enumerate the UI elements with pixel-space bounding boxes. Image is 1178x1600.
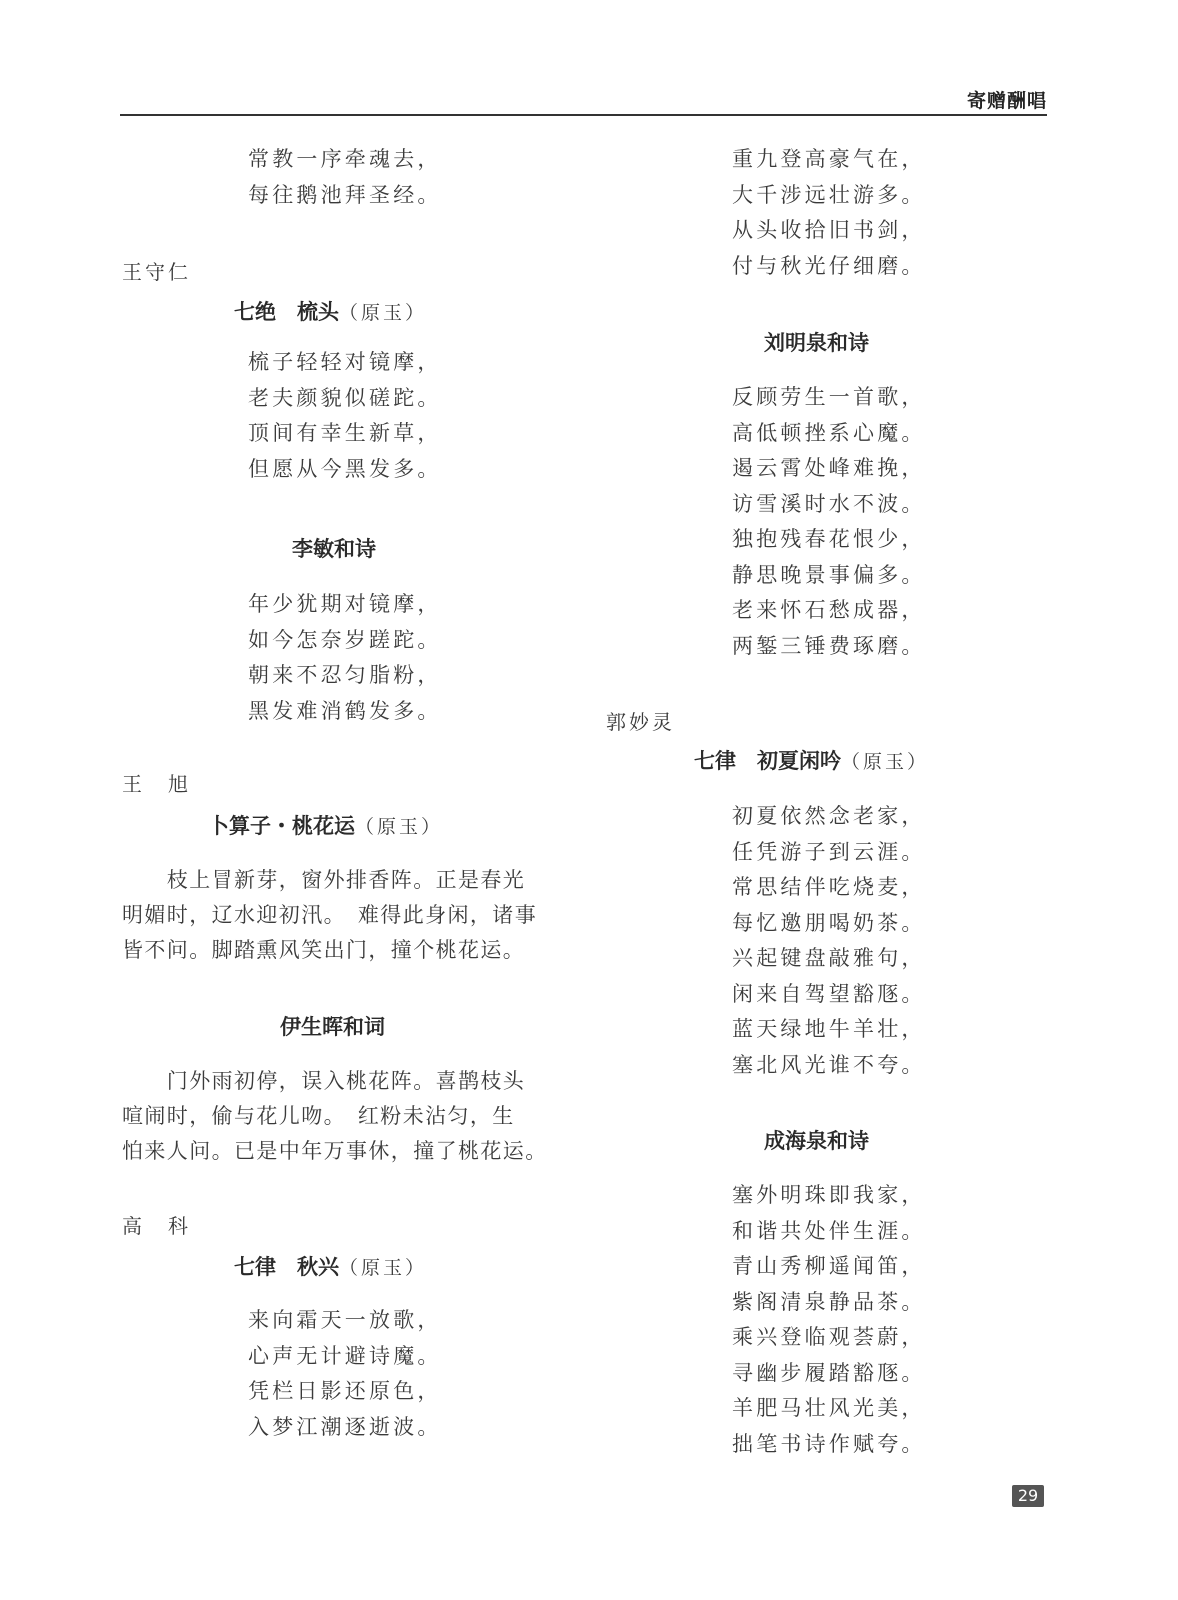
poem-line: 青山秀柳遥闻笛， <box>732 1254 926 1278</box>
author-name: 高 科 <box>122 1214 191 1238</box>
ci-line: 门外雨初停，误入桃花阵。喜鹊枝头 <box>122 1069 526 1093</box>
poem-line: 常思结伴吃烧麦， <box>732 875 926 899</box>
ci-line: 明媚时，辽水迎初汛。 难得此身闲，诸事 <box>122 903 538 927</box>
poem-line: 心声无计避诗魔。 <box>248 1343 442 1368</box>
poem-line: 寻幽步履踏豁豗。 <box>732 1360 926 1385</box>
poem-line: 拙笔书诗作赋夸。 <box>732 1431 926 1456</box>
poem-line: 凭栏日影还原色， <box>248 1379 442 1403</box>
poem-title-note: （原玉） <box>339 1257 428 1279</box>
poem-line: 高低顿挫系心魔。 <box>732 420 926 445</box>
ci-text <box>122 1064 562 1169</box>
poem-line: 塞外明珠即我家， <box>732 1183 926 1207</box>
poem-line: 独抱残春花恨少， <box>732 527 926 551</box>
ci-line: 怕来人问。已是中年万事休，撞了桃花运。 <box>122 1139 548 1163</box>
poem-line: 顶间有幸生新草， <box>248 421 442 445</box>
poem-line: 如今怎奈岁蹉跎。 <box>248 627 442 652</box>
poem-line: 每往鹅池拜圣经。 <box>248 182 442 207</box>
page-number: 29 <box>1012 1485 1044 1507</box>
poem-line: 但愿从今黑发多。 <box>248 456 442 481</box>
poem-line: 梳子轻轻对镜摩， <box>248 350 442 374</box>
poem-line: 朝来不忍匀脂粉， <box>248 663 442 687</box>
poem-line: 重九登高豪气在， <box>732 147 926 171</box>
poem-line: 常教一序牵魂去， <box>248 147 442 171</box>
ci-line: 喧闹时，偷与花儿吻。 红粉未沾匀，生 <box>122 1104 515 1128</box>
poem-title-main: 卜算子・桃花运 <box>208 814 355 838</box>
ci-line: 枝上冒新芽，窗外排香阵。正是春光 <box>122 868 526 892</box>
author-name: 王 旭 <box>122 772 191 796</box>
poem-title-main: 七律 秋兴 <box>234 1255 339 1279</box>
poem-line: 任凭游子到云涯。 <box>732 839 926 864</box>
poem-line: 老夫颜貌似磋跎。 <box>248 385 442 410</box>
poem-lines <box>732 1178 926 1462</box>
section-label: 寄赠酬唱 <box>966 90 1047 112</box>
poem-line: 从头收拾旧书剑， <box>732 218 926 242</box>
poem-title <box>234 296 427 326</box>
poem-lines <box>248 142 442 213</box>
poem-title: 成海泉和诗 <box>764 1129 869 1153</box>
ci-line: 皆不问。脚踏熏风笑出门，撞个桃花运。 <box>122 938 526 962</box>
poem-title <box>208 810 443 840</box>
poem-line: 付与秋光仔细磨。 <box>732 253 926 278</box>
poem-line: 和谐共处伴生涯。 <box>732 1218 926 1243</box>
poem-title <box>694 745 929 775</box>
poem-lines <box>248 345 442 487</box>
poem-line: 两錾三锤费琢磨。 <box>732 633 926 658</box>
poem-line: 紫阁清泉静品茶。 <box>732 1289 926 1314</box>
poem-title: 刘明泉和诗 <box>764 331 869 355</box>
author-name: 郭妙灵 <box>606 710 675 734</box>
author-name: 王守仁 <box>122 260 191 284</box>
poem-line: 闲来自驾望豁豗。 <box>732 981 926 1006</box>
poem-title-note: （原玉） <box>355 816 444 838</box>
poem-title-main: 七绝 梳头 <box>234 300 339 324</box>
poem-line: 静思晚景事偏多。 <box>732 562 926 587</box>
poem-lines <box>732 799 926 1083</box>
poem-title-note: （原玉） <box>841 751 930 773</box>
poem-title: 伊生晖和词 <box>280 1015 385 1039</box>
poem-line: 黑发难消鹤发多。 <box>248 698 442 723</box>
poem-title-note: （原玉） <box>339 302 428 324</box>
poem-line: 塞北风光谁不夸。 <box>732 1052 926 1077</box>
poem-line: 老来怀石愁成器， <box>732 598 926 622</box>
poem-lines <box>732 380 926 664</box>
poem-lines <box>248 587 442 729</box>
poem-line: 访雪溪时水不波。 <box>732 491 926 516</box>
poem-line: 每忆邀朋喝奶茶。 <box>732 910 926 935</box>
poem-line: 蓝天绿地牛羊壮， <box>732 1017 926 1041</box>
poem-title: 李敏和诗 <box>292 537 376 561</box>
poem-line: 乘兴登临观荟蔚， <box>732 1325 926 1349</box>
header-rule <box>120 114 1047 116</box>
poem-line: 反顾劳生一首歌， <box>732 385 926 409</box>
poem-line: 大千涉远壮游多。 <box>732 182 926 207</box>
ci-text <box>122 863 562 968</box>
poem-lines <box>732 142 926 284</box>
poem-line: 年少犹期对镜摩， <box>248 592 442 616</box>
poem-title <box>234 1251 427 1281</box>
poem-line: 来向霜天一放歌， <box>248 1308 442 1332</box>
poem-line: 兴起键盘敲雅句， <box>732 946 926 970</box>
poem-line: 遏云霄处峰难挽， <box>732 456 926 480</box>
poem-title-main: 七律 初夏闲吟 <box>694 749 841 773</box>
poem-line: 入梦江潮逐逝波。 <box>248 1414 442 1439</box>
poem-lines <box>248 1303 442 1445</box>
poem-line: 羊肥马壮风光美， <box>732 1396 926 1420</box>
poem-line: 初夏依然念老家， <box>732 804 926 828</box>
